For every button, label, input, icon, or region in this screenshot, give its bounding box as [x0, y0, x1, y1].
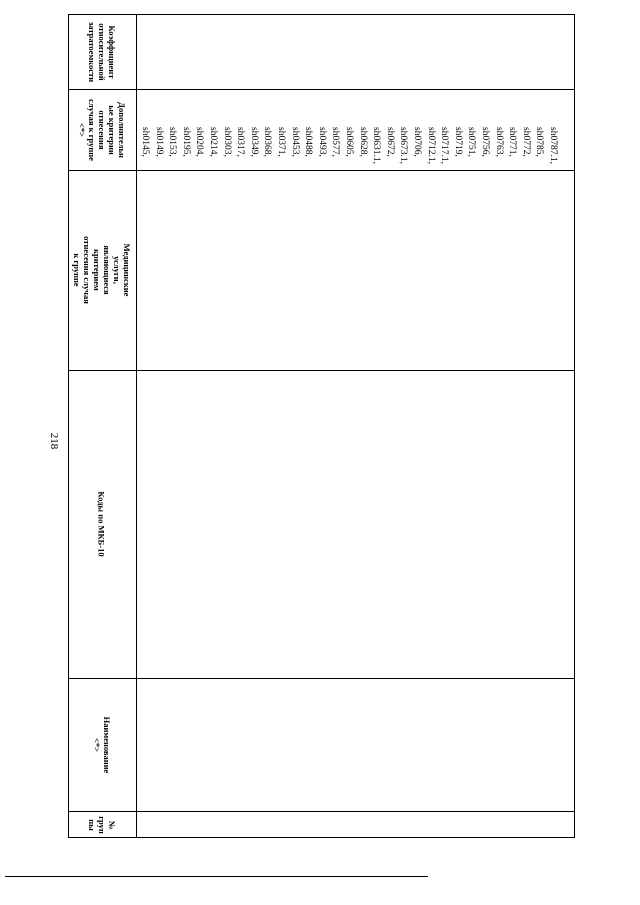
criteria-code: sh0317, [235, 127, 246, 157]
criteria-code: sh0145, [140, 127, 150, 157]
page-number: 218 [48, 432, 60, 450]
header-coefficient: Коэффициент относительной затратоемкости [87, 21, 117, 82]
criteria-code: sh0628, [357, 127, 368, 157]
criteria-code: sh0785, [534, 127, 545, 157]
criteria-code: sh0672, [384, 127, 395, 157]
criteria-code: sh0605, [344, 127, 354, 157]
criteria-code: sh0368, [262, 127, 273, 157]
criteria-code: sh0706, [412, 127, 422, 157]
criteria-code: sh0214, [208, 127, 218, 157]
header-icd-codes: Коды по МКБ-10 [97, 491, 107, 557]
criteria-code: sh0149, [153, 127, 164, 157]
criteria-code: sh0712.1, [425, 127, 436, 164]
criteria-code: sh0751, [466, 127, 477, 157]
header-name: Наименование <*> [92, 716, 112, 773]
criteria-code: sh0204, [194, 127, 205, 157]
criteria-code: sh0349, [248, 127, 259, 157]
criteria-code: sh0772, [520, 127, 531, 157]
criteria-code: sh0577, [330, 127, 341, 157]
criteria-code: sh0453, [289, 127, 300, 157]
criteria-code: sh0673.1, [398, 127, 409, 164]
criteria-code: sh0717.1, [439, 127, 450, 164]
criteria-code: sh0153, [167, 127, 178, 157]
criteria-code: sh0756, [480, 127, 490, 157]
criteria-code: sh0631.1, [371, 127, 382, 164]
criteria-code: sh0771, [507, 127, 518, 157]
header-medical-services: Медицинские услуги, являющиеся критерием отнесения случая к группе [72, 236, 132, 304]
criteria-code: sh0371, [276, 127, 286, 157]
header-additional-criteria: Дополнительн ые критерии отнесения случая к группе <*> [77, 98, 127, 161]
criteria-code: sh0763, [493, 127, 504, 157]
criteria-code: sh0303, [221, 127, 232, 157]
criteria-code: sh0719, [452, 127, 463, 157]
criteria-code: sh0195, [180, 127, 191, 157]
header-group-number: № груп пы [87, 815, 117, 834]
footnote-separator [5, 876, 403, 877]
criteria-code: sh0493, [316, 127, 327, 157]
criteria-code: sh0787.1, [548, 127, 558, 164]
footnote-separator-tail [403, 876, 428, 877]
criteria-code: sh0488, [303, 127, 314, 157]
